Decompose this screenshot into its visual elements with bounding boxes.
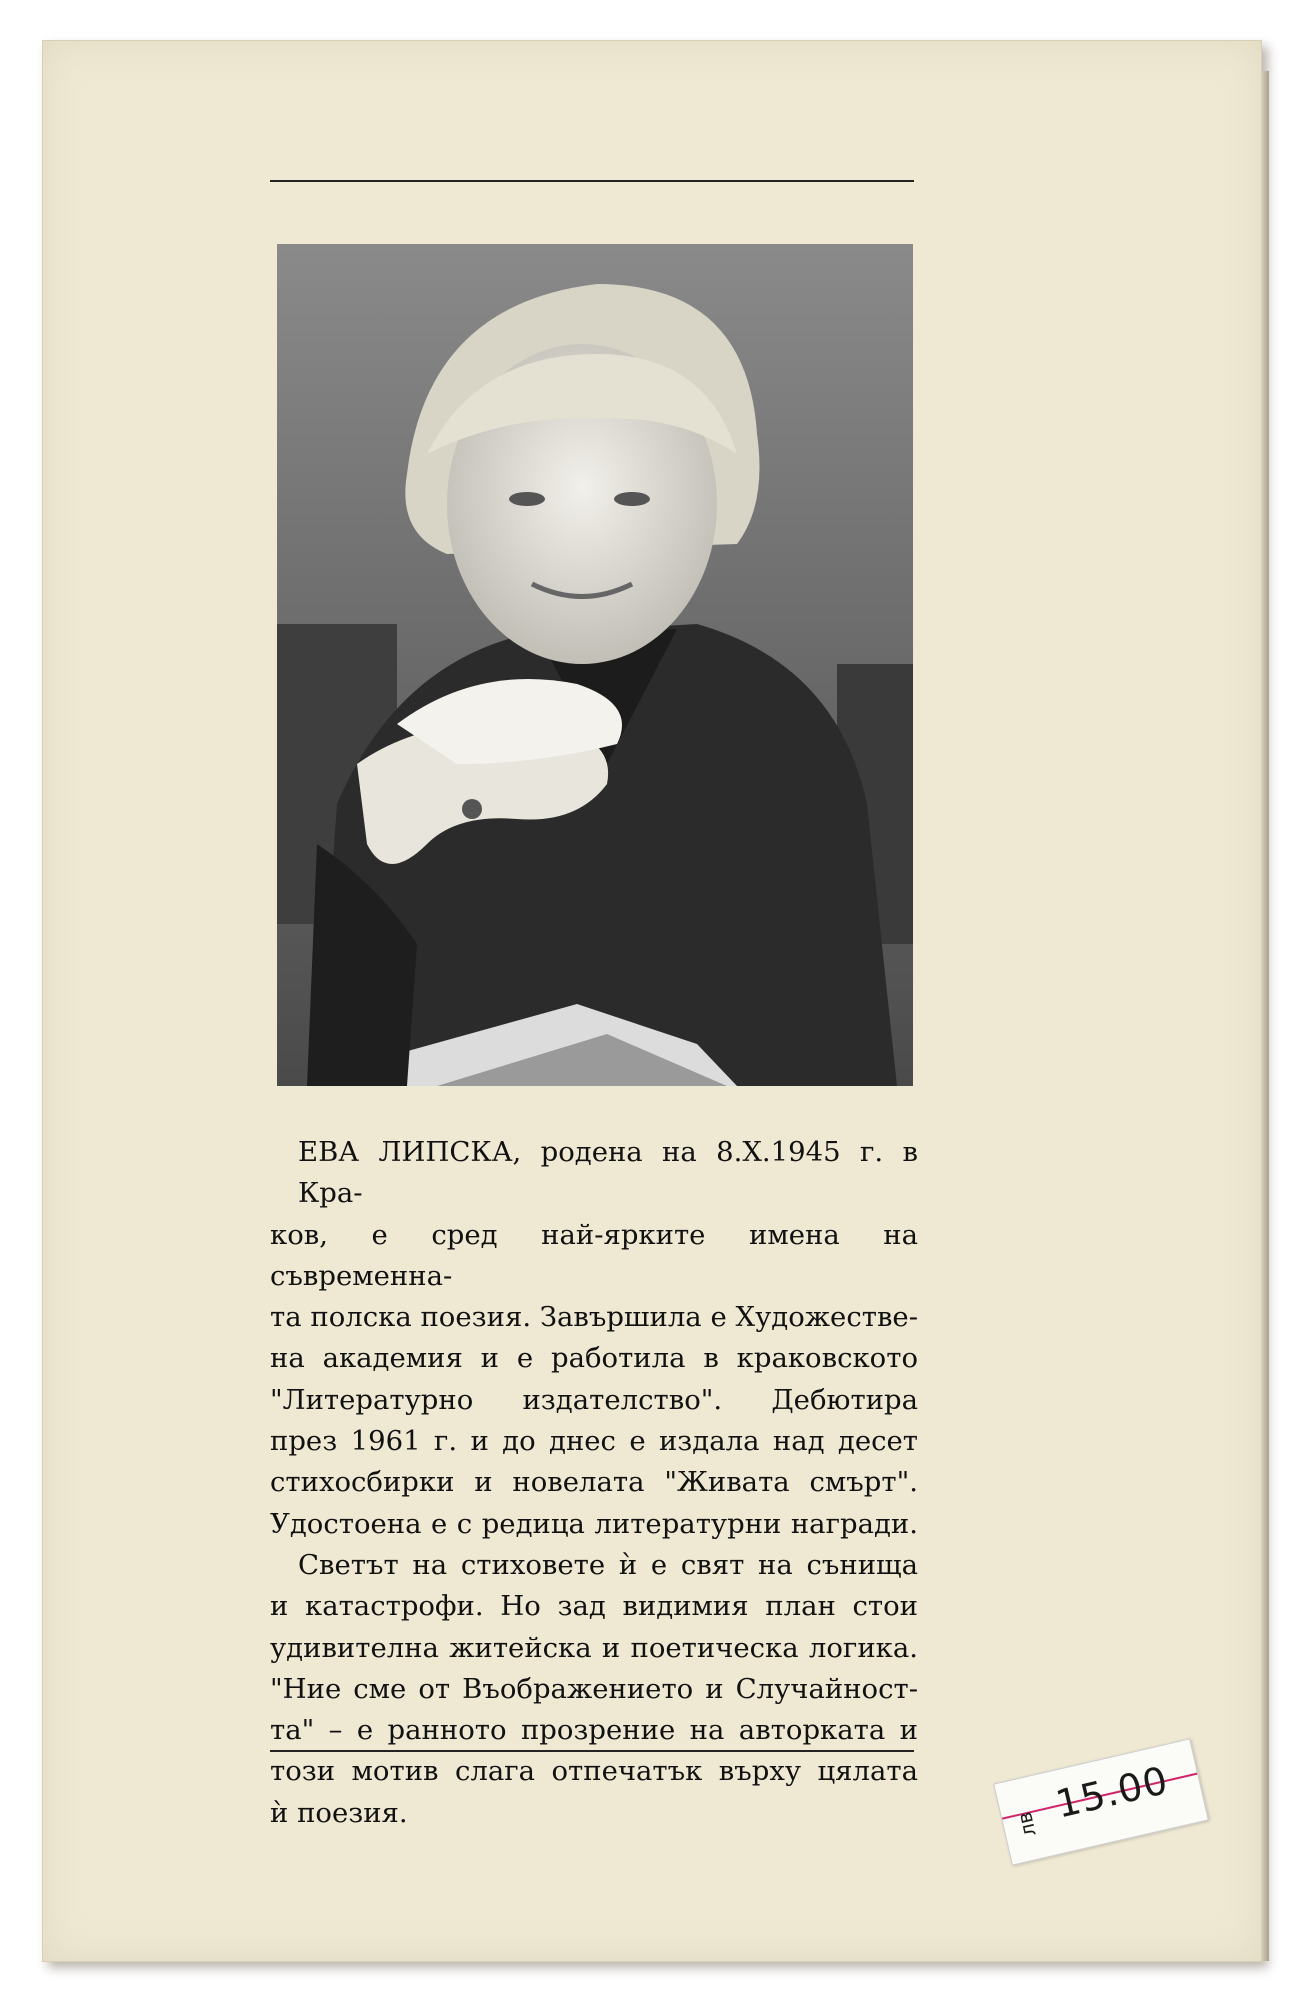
bio-line: "Литературно издателство". Дебютира <box>270 1383 918 1416</box>
bio-line: удивителна житейска и поетическа логика. <box>270 1631 918 1664</box>
cover-edge <box>1261 71 1269 1961</box>
author-photo <box>277 244 913 1086</box>
price-value: 15.00 <box>1051 1758 1173 1827</box>
bio-line: ѝ поезия. <box>270 1796 408 1829</box>
bio-line: ЕВА ЛИПСКА, родена на 8.X.1945 г. в Кра- <box>298 1136 918 1210</box>
author-biography <box>270 1132 918 1834</box>
bio-line: Удостоена е с редица литературни награди. <box>270 1507 918 1540</box>
bio-line: "Ние сме от Въображението и Случайност- <box>270 1672 918 1705</box>
bio-line: и катастрофи. Но зад видимия план стои <box>270 1590 918 1623</box>
bio-line: та" – е ранното прозрение на авторката и <box>270 1714 918 1747</box>
bio-line: на академия и е работила в краковското <box>270 1342 918 1375</box>
bio-line: та полска поезия. Завършила е Художестве- <box>270 1301 918 1334</box>
bottom-divider-rule <box>270 1750 914 1752</box>
bio-line: този мотив слага отпечатък върху цялата <box>270 1755 918 1788</box>
top-divider-rule <box>270 180 914 182</box>
bio-line: през 1961 г. и до днес е издала над десет <box>270 1425 918 1458</box>
author-portrait-icon <box>277 244 913 1086</box>
bio-line: стихосбирки и новелата "Живата смърт". <box>270 1466 918 1499</box>
price-currency: лв <box>1011 1809 1041 1840</box>
bio-line: ков, е сред най-ярките имена на съвременна- <box>270 1218 918 1292</box>
bio-line: Светът на стиховете ѝ е свят на сънища <box>298 1548 918 1581</box>
